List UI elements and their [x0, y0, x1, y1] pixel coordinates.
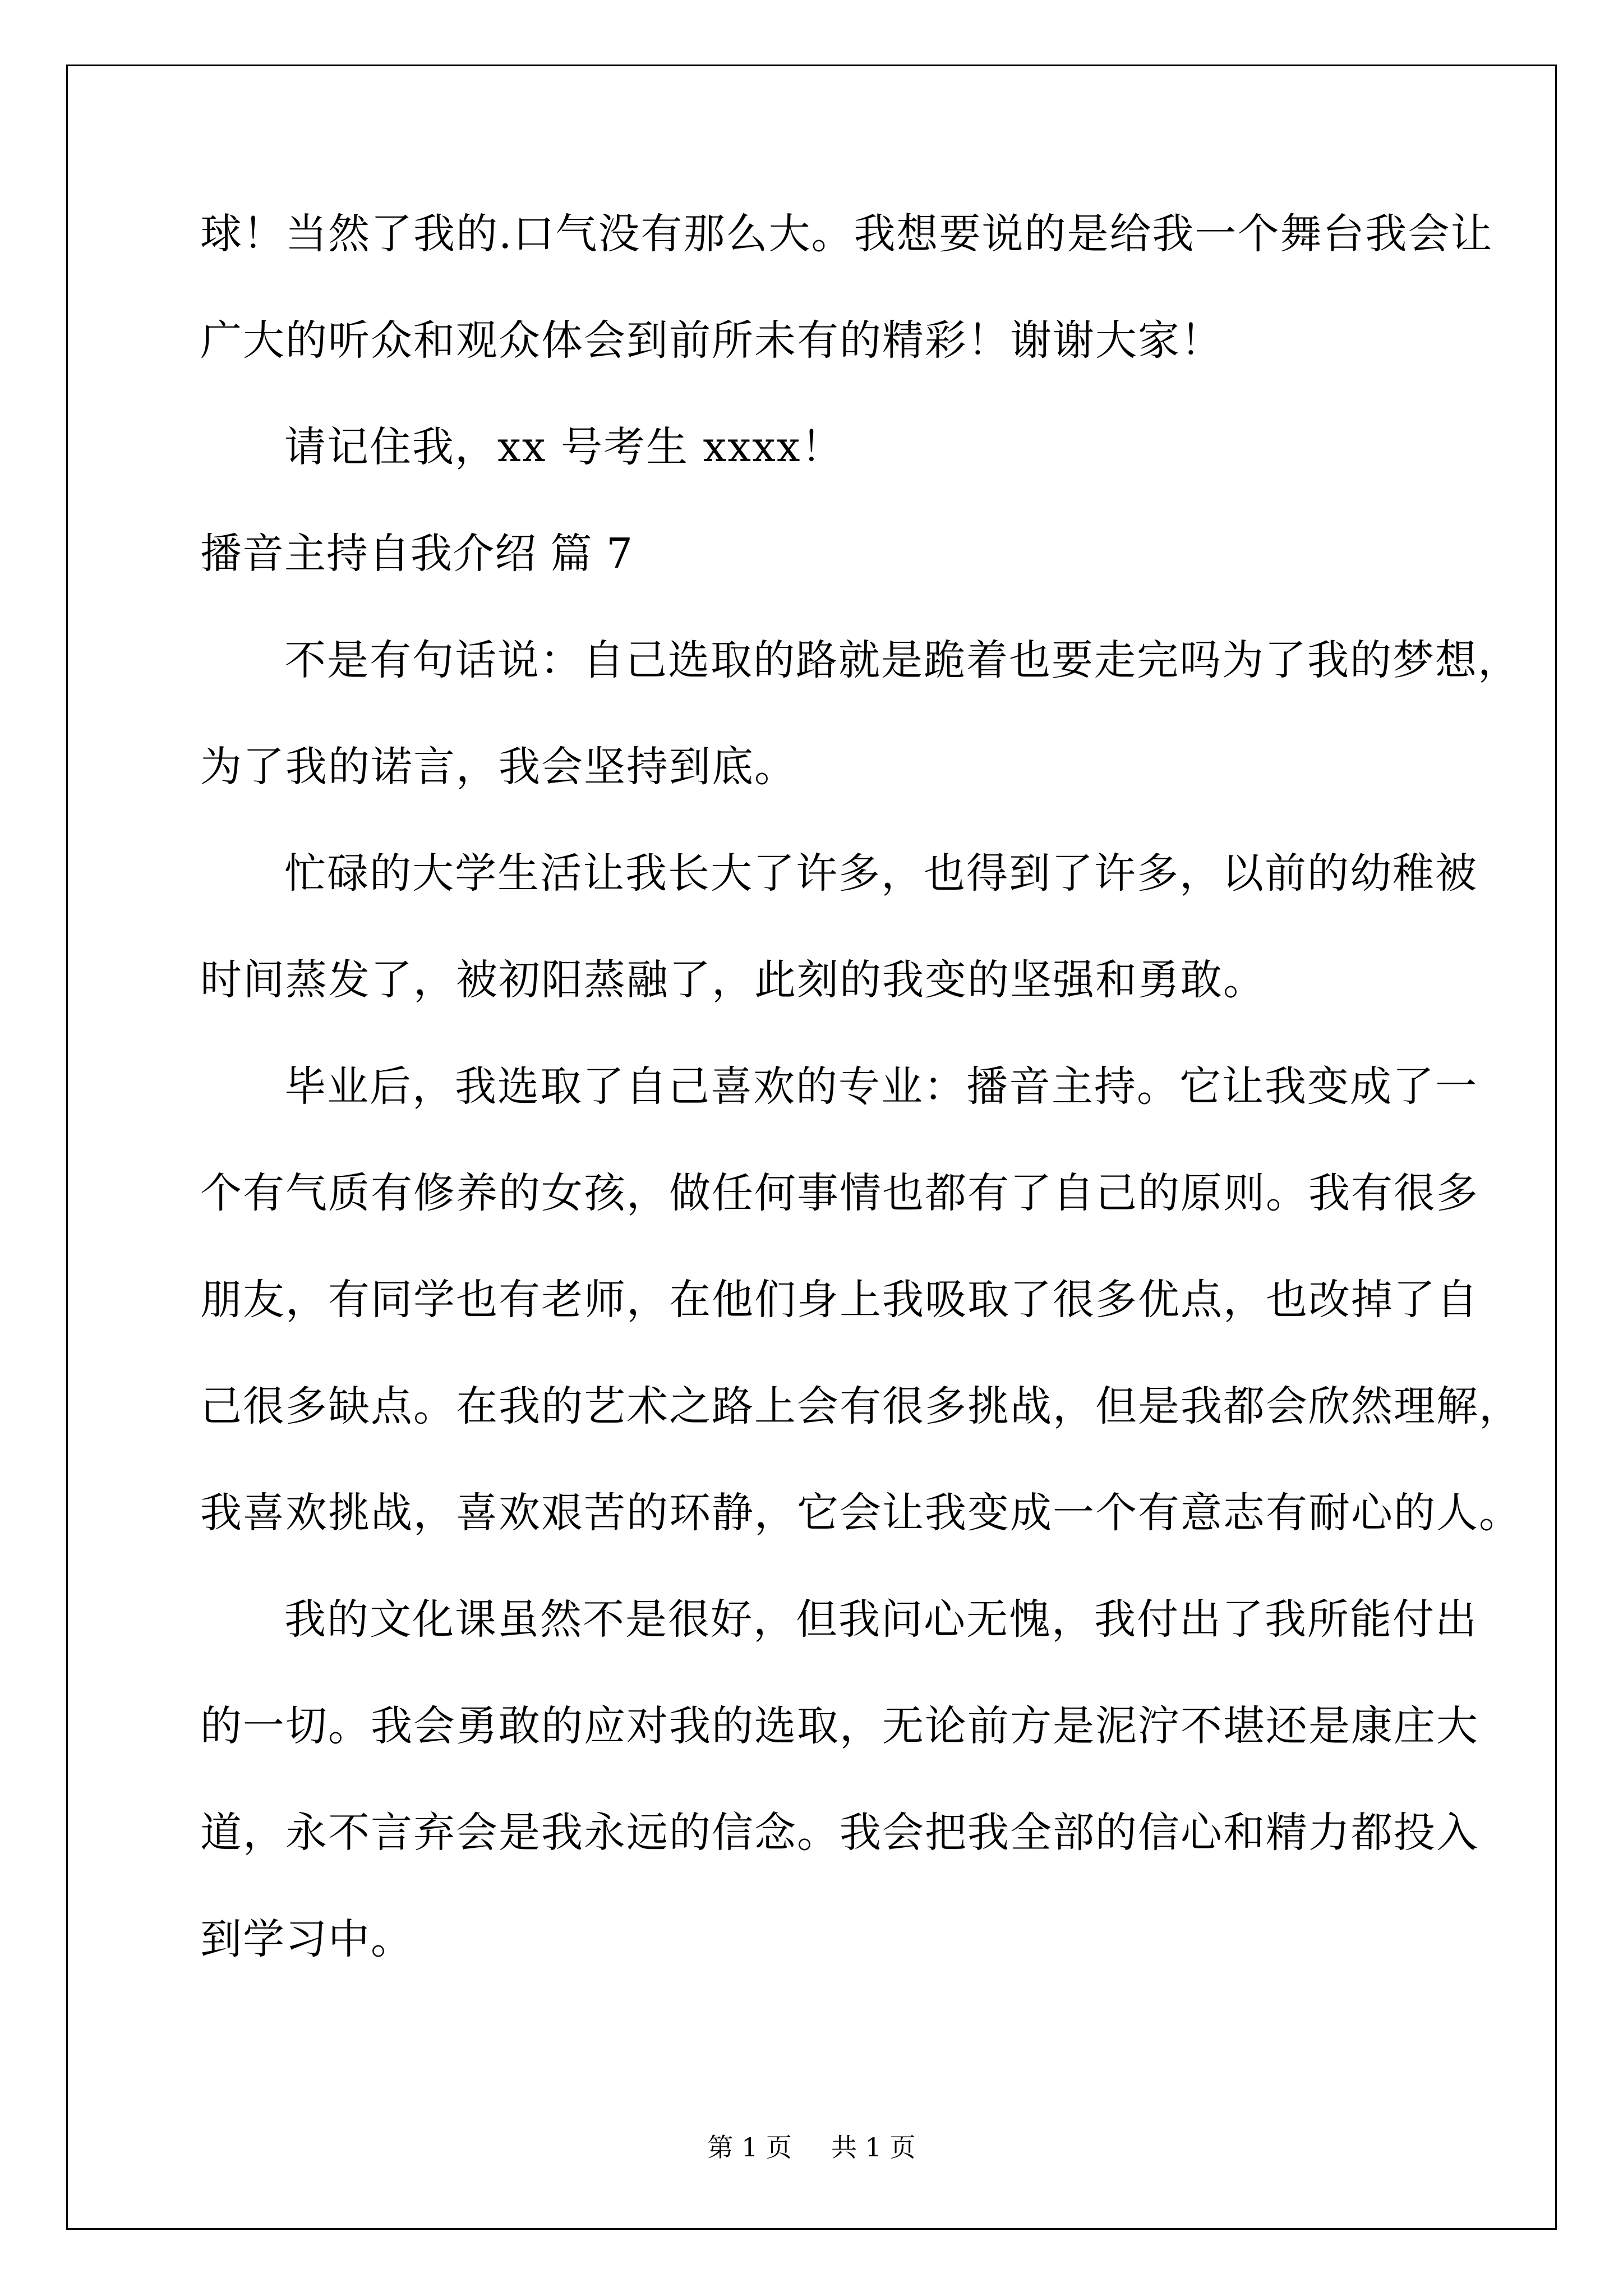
page-footer [0, 2134, 1623, 2160]
page-total: 共 1 页 [831, 2132, 916, 2162]
text-line-7: 忙碌的大学生活让我长大了许多，也得到了许多，以前的幼稚被 [284, 849, 1478, 898]
text-line-17: 到学习中。 [200, 1915, 413, 1963]
document-body [200, 210, 1521, 2025]
text-line-8: 时间蒸发了，被初阳蒸融了，此刻的我变的坚强和勇敢。 [200, 956, 1266, 1004]
text-line-9: 毕业后，我选取了自己喜欢的专业：播音主持。它让我变成了一 [284, 1062, 1478, 1111]
text-line-14: 我的文化课虽然不是很好，但我问心无愧，我付出了我所能付出 [284, 1595, 1478, 1644]
section-heading: 播音主持自我介绍 篇 7 [200, 530, 634, 578]
text-line-15: 的一切。我会勇敢的应对我的选取，无论前方是泥泞不堪还是康庄大 [200, 1702, 1479, 1750]
text-line-6: 为了我的诺言，我会坚持到底。 [200, 743, 797, 791]
text-line-11: 朋友，有同学也有老师，在他们身上我吸取了很多优点，也改掉了自 [200, 1276, 1479, 1324]
text-line-12: 己很多缺点。在我的艺术之路上会有很多挑战，但是我都会欣然理解， [200, 1382, 1521, 1430]
text-line-16: 道，永不言弃会是我永远的信念。我会把我全部的信心和精力都投入 [200, 1809, 1479, 1857]
text-line-5: 不是有句话说：自己选取的路就是跪着也要走完吗为了我的梦想， [284, 636, 1520, 684]
page-number: 第 1 页 [707, 2132, 792, 2162]
text-line-1: 球！当然了我的.口气没有那么大。我想要说的是给我一个舞台我会让 [200, 210, 1493, 258]
text-line-3: 请记住我，xx 号考生 xxxx！ [284, 423, 844, 471]
text-line-13: 我喜欢挑战，喜欢艰苦的环静，它会让我变成一个有意志有耐心的人。 [200, 1489, 1521, 1537]
text-line-2: 广大的听众和观众体会到前所未有的精彩！谢谢大家！ [200, 316, 1223, 365]
text-line-10: 个有气质有修养的女孩，做任何事情也都有了自己的原则。我有很多 [200, 1169, 1479, 1217]
